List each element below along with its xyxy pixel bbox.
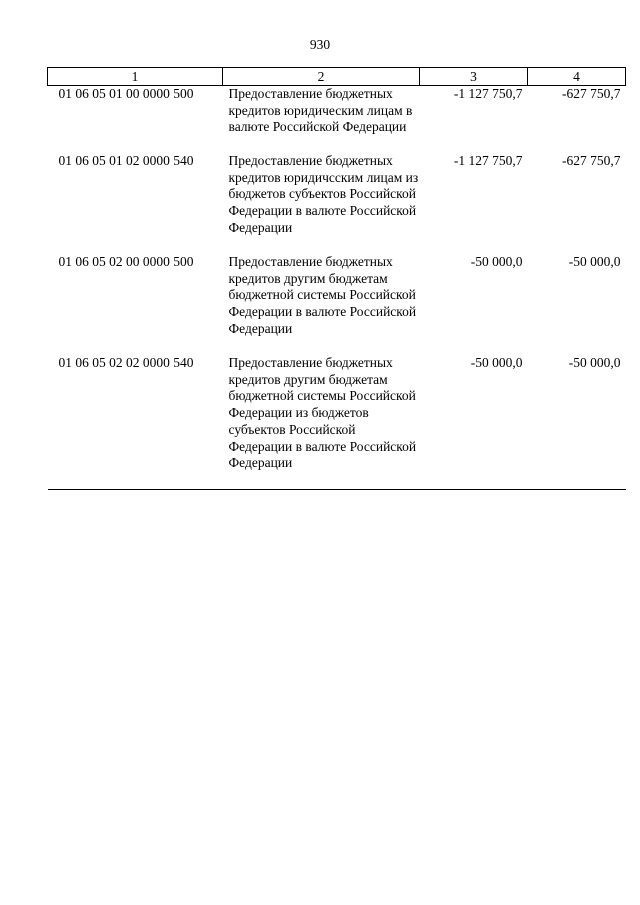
table-body [48,86,626,490]
value-col3-cell: -50 000,0 [420,355,528,490]
column-header-2: 2 [223,68,420,86]
budget-code-cell: 01 06 05 02 00 0000 500 [58,254,194,269]
value-col4-cell: -50 000,0 [528,355,626,490]
table-row [48,254,626,355]
budget-code-cell: 01 06 05 02 02 0000 540 [48,355,223,490]
column-header-4: 4 [528,68,626,86]
description-cell: Предоставление бюджетных кредитов другим бюджетам бюджетной системы Российской Федерации в валюте Российской Федерации [228,254,417,336]
value-col3-cell: -1 127 750,7 [453,86,523,101]
value-col4-cell: -50 000,0 [568,254,621,269]
column-header-3: 3 [420,68,528,86]
description-cell: Предоставление бюджетных кредитов юридическим лицам в валюте Российской Федерации [228,86,413,135]
column-header-1: 1 [48,68,223,86]
budget-code-cell: 01 06 05 01 00 0000 500 [58,86,194,101]
value-col3-cell: -50 000,0 [470,254,523,269]
value-col4-cell: -627 750,7 [562,153,621,168]
page-number: 930 [309,37,331,52]
description-cell: Предоставление бюджетных кредитов другим бюджетам бюджетной системы Российской Федерации из бюджетов субъектов Российской Федерации в валюте Российской Федерации [223,355,420,490]
table-row [48,86,626,154]
description-cell: Предоставление бюджетных кредитов юридичсским лицам из бюджетов субъектов Российской Федерации в валюте Российской Федерации [228,153,419,235]
table-row [48,153,626,254]
table-header [48,68,626,86]
table-row [48,355,626,490]
budget-code-cell: 01 06 05 01 02 0000 540 [58,153,194,168]
budget-sources-table [47,67,626,490]
value-col3-cell: -1 127 750,7 [453,153,523,168]
value-col4-cell: -627 750,7 [562,86,621,101]
header-row [48,68,626,86]
